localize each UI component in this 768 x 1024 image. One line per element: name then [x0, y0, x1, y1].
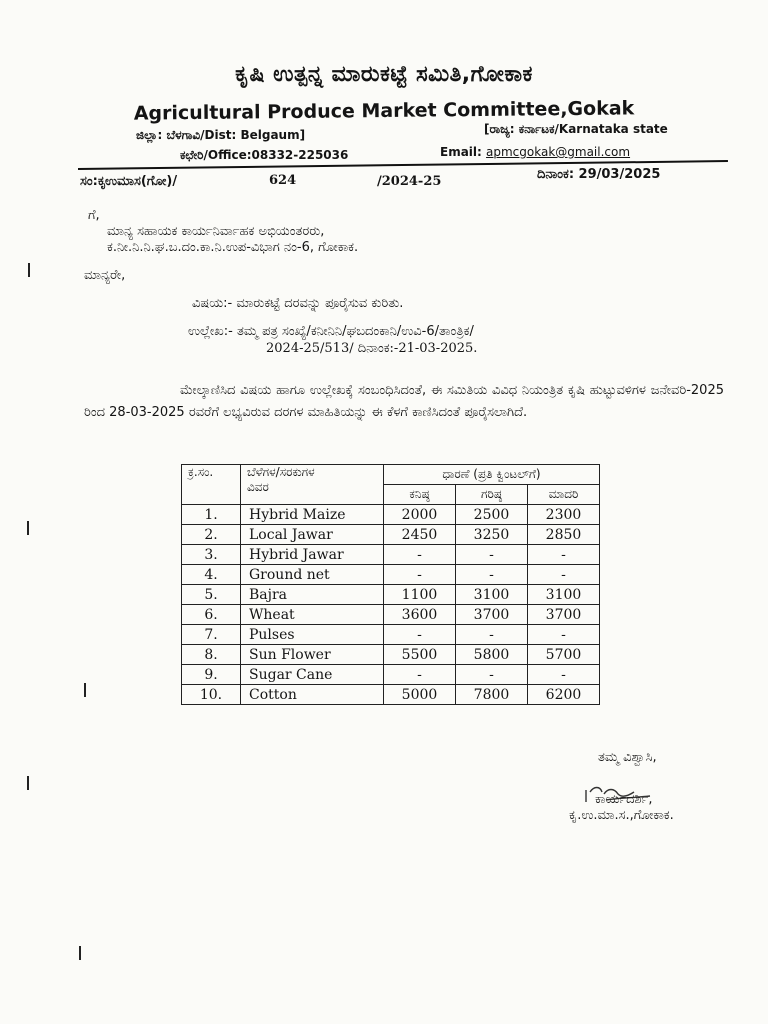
body-paragraph [84, 380, 724, 424]
table-row [182, 665, 600, 685]
cell-min: 3600 [384, 605, 456, 625]
cell-min: 5000 [384, 685, 456, 705]
price-table [181, 464, 600, 705]
cell-modal: - [528, 545, 600, 565]
addressee-line-1: ಮಾನ್ಯ ಸಹಾಯಕ ಕಾರ್ಯನಿರ್ವಾಹಕ ಅಭಿಯಂತರರು, [107, 224, 325, 239]
cell-min: 2000 [384, 505, 456, 525]
email-link[interactable]: apmcgokak@gmail.com [486, 145, 631, 159]
district-label: ಜಿಲ್ಲಾ: ಬೆಳಗಾವಿ/Dist: Belgaum] [136, 128, 306, 142]
cell-serial-no: 7. [182, 625, 241, 645]
ref-number: 624 [269, 173, 297, 188]
cell-max: 3250 [456, 525, 528, 545]
header-max: ಗರಿಷ್ಠ [456, 485, 528, 505]
cell-item: Ground net [241, 565, 384, 585]
margin-mark [27, 776, 29, 790]
cell-max: 3700 [456, 605, 528, 625]
to-label: ಗೆ, [88, 208, 100, 223]
cell-serial-no: 1. [182, 505, 241, 525]
header-min: ಕನಿಷ್ಠ [384, 485, 456, 505]
price-table-body [182, 505, 600, 705]
header-serial-no: ಕ್ರ.ಸಂ. [182, 465, 241, 505]
cell-modal: 5700 [528, 645, 600, 665]
email-label: Email: [440, 145, 482, 159]
reference-line-2: 2024-25/513/ ದಿನಾಂಕ:-21-03-2025. [266, 341, 478, 356]
subject: ವಿಷಯ:- ಮಾರುಕಟ್ಟೆ ದರವನ್ನು ಪೂರೈಸುವ ಕುರಿತು. [192, 296, 404, 311]
cell-min: - [384, 565, 456, 585]
table-row [182, 565, 600, 585]
ref-year: /2024-25 [377, 174, 442, 189]
cell-item: Cotton [241, 685, 384, 705]
margin-mark [79, 946, 81, 960]
body-paragraph-text: ಮೇಲ್ಕಾಣಿಸಿದ ವಿಷಯ ಹಾಗೂ ಉಲ್ಲೇಖಕ್ಕೆ ಸಂಬಂಧಿಸಿದಂತೆ, ಈ ಸಮಿತಿಯ ವಿವಿಧ ನಿಯಂತ್ರಿತ ಕೃಷಿ ಹುಟ್ಟುವಳಿಗಳ ಜನೇವರಿ-2025 ರಿಂದ 28-03-2025 ರವರೆಗೆ ಲಭ್ಯವಿರುವ ದರಗಳ ಮಾಹಿತಿಯನ್ನು ಈ ಕೆಳಗೆ ಕಾಣಿಸಿದಂತೆ ಪೂರೈಸಲಾಗಿದೆ. [84, 383, 724, 420]
cell-item: Sugar Cane [241, 665, 384, 685]
cell-item: Hybrid Maize [241, 505, 384, 525]
table-row [182, 545, 600, 565]
cell-modal: 6200 [528, 685, 600, 705]
table-row [182, 625, 600, 645]
cell-serial-no: 3. [182, 545, 241, 565]
table-row [182, 525, 600, 545]
cell-modal: 2850 [528, 525, 600, 545]
salutation: ಮಾನ್ಯರೇ, [84, 268, 126, 283]
office-phone: ಕಛೇರಿ/Office:08332-225036 [180, 148, 349, 162]
cell-max: 7800 [456, 685, 528, 705]
table-row [182, 645, 600, 665]
margin-mark [28, 263, 30, 277]
cell-item: Hybrid Jawar [241, 545, 384, 565]
addressee-line-2: ಕ.ನೀ.ನಿ.ನಿ.ಘ.ಬ.ದಂ.ಕಾ.ನಿ.ಉಪ-ವಿಭಾಗ ನಂ-6, ಗೋಕಾಕ. [107, 240, 359, 255]
cell-min: - [384, 625, 456, 645]
margin-mark [84, 683, 86, 697]
cell-serial-no: 5. [182, 585, 241, 605]
table-row [182, 605, 600, 625]
title-english: Agricultural Produce Market Committee,Gokak [133, 97, 635, 125]
cell-serial-no: 10. [182, 685, 241, 705]
cell-max: - [456, 565, 528, 585]
header-item [241, 465, 384, 505]
cell-min: 5500 [384, 645, 456, 665]
cell-max: - [456, 545, 528, 565]
reference-line-1: ಉಲ್ಲೇಖ:- ತಮ್ಮ ಪತ್ರ ಸಂಖ್ಯೆ/ಕನೀನಿನಿ/ಘಬದಂಕಾನಿ/ಉವಿ-6/ತಾಂತ್ರಿಕ/ [188, 324, 474, 339]
cell-serial-no: 2. [182, 525, 241, 545]
cell-modal: - [528, 625, 600, 645]
cell-item: Local Jawar [241, 525, 384, 545]
cell-modal: 2300 [528, 505, 600, 525]
header-price: ಧಾರಣೆ (ಪ್ರತಿ ಕ್ವಿಂಟಲ್‌ಗೆ) [384, 465, 600, 485]
table-row [182, 685, 600, 705]
header-item-line-2: ವಿವರ [247, 480, 269, 494]
cell-item: Wheat [241, 605, 384, 625]
cell-modal: 3100 [528, 585, 600, 605]
designation: ಕಾರ್ಯದರ್ಶಿ, [595, 792, 653, 807]
header-item-line-1: ಬೆಳೆಗಳ/ಸರಕುಗಳ [247, 465, 315, 479]
ref-prefix: ಸಂ:ಕೃಉಮಾಸ(ಗೋ)/ [80, 174, 178, 189]
cell-min: - [384, 665, 456, 685]
header-modal: ಮಾದರಿ [528, 485, 600, 505]
cell-max: 2500 [456, 505, 528, 525]
email-line [440, 145, 630, 159]
cell-modal: - [528, 565, 600, 585]
cell-serial-no: 9. [182, 665, 241, 685]
cell-item: Bajra [241, 585, 384, 605]
cell-max: 3100 [456, 585, 528, 605]
cell-min: - [384, 545, 456, 565]
cell-max: - [456, 625, 528, 645]
cell-serial-no: 8. [182, 645, 241, 665]
cell-modal: 3700 [528, 605, 600, 625]
cell-serial-no: 6. [182, 605, 241, 625]
ref-date: ದಿನಾಂಕ: 29/03/2025 [537, 167, 661, 182]
state-label: [ರಾಜ್ಯ: ಕರ್ನಾಟಕ/Karnataka state [484, 122, 668, 136]
cell-serial-no: 4. [182, 565, 241, 585]
organization: ಕೃ.ಉ.ಮಾ.ಸ.,ಗೋಕಾಕ. [569, 808, 674, 823]
cell-max: 5800 [456, 645, 528, 665]
margin-mark [27, 521, 29, 535]
table-row [182, 585, 600, 605]
cell-max: - [456, 665, 528, 685]
cell-min: 1100 [384, 585, 456, 605]
cell-min: 2450 [384, 525, 456, 545]
title-kannada: ಕೃಷಿ ಉತ್ಪನ್ನ ಮಾರುಕಟ್ಟೆ ಸಮಿತಿ,ಗೋಕಾಕ [235, 62, 533, 87]
yours-faithfully: ತಮ್ಮ ವಿಶ್ವಾಸಿ, [598, 750, 657, 765]
cell-modal: - [528, 665, 600, 685]
table-row [182, 505, 600, 525]
cell-item: Pulses [241, 625, 384, 645]
cell-item: Sun Flower [241, 645, 384, 665]
